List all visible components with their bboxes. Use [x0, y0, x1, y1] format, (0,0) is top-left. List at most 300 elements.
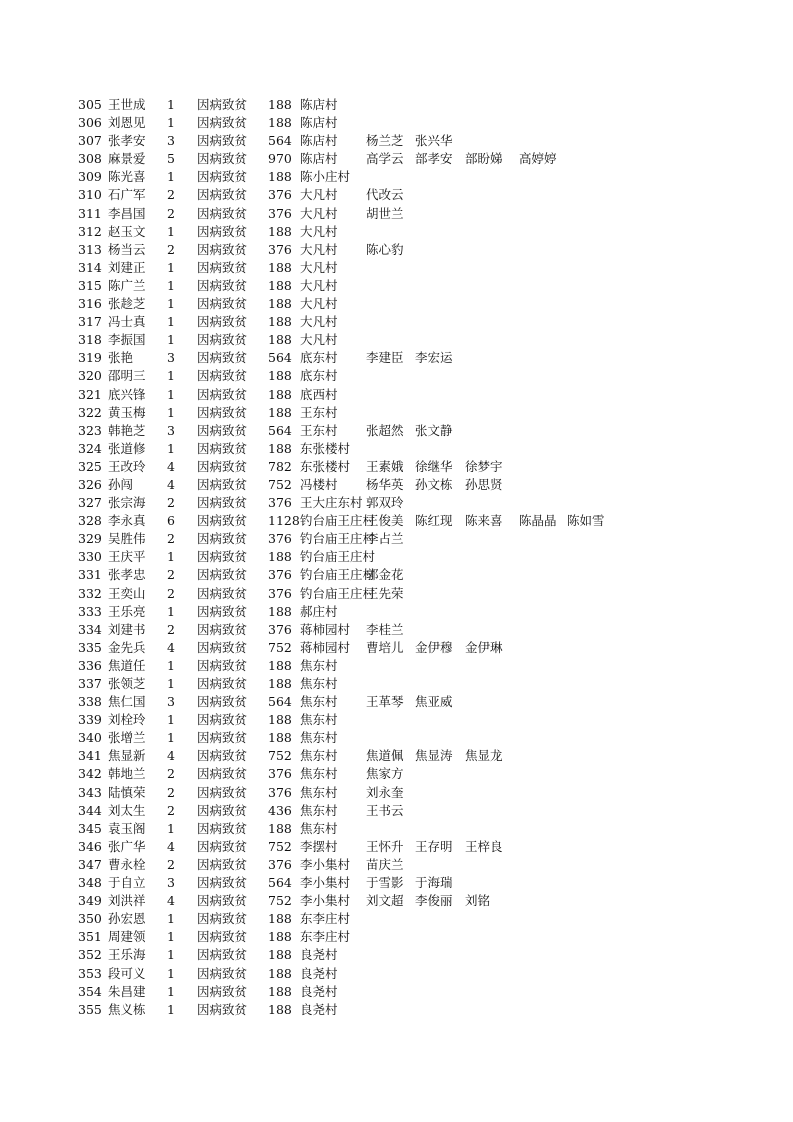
household-size: 1 — [167, 115, 175, 131]
head-of-household-name: 陆慎荣 — [108, 784, 146, 800]
poverty-cause: 因病致贫 — [197, 368, 248, 384]
household-member-name: 焦家方 — [366, 766, 404, 782]
household-member-name: 部盼娣 — [465, 151, 503, 167]
household-member-name: 高学云 — [366, 151, 404, 167]
household-size: 2 — [167, 187, 175, 203]
subsidy-amount: 376 — [268, 784, 292, 800]
village-name: 焦东村 — [300, 820, 338, 836]
subsidy-amount: 752 — [268, 639, 292, 655]
subsidy-amount: 188 — [268, 820, 292, 836]
household-size: 1 — [167, 296, 175, 312]
head-of-household-name: 李永真 — [108, 513, 146, 529]
household-member-name: 于雪影 — [366, 875, 404, 891]
table-row — [0, 349, 793, 367]
table-row — [0, 802, 793, 820]
table-row — [0, 548, 793, 566]
poverty-cause: 因病致贫 — [197, 332, 248, 348]
village-name: 钓台庙王庄村 — [300, 549, 376, 565]
table-row — [0, 874, 793, 892]
household-size: 4 — [167, 748, 175, 764]
household-member-name: 王书云 — [366, 802, 404, 818]
village-name: 东张楼村 — [300, 458, 351, 474]
subsidy-amount: 376 — [268, 187, 292, 203]
head-of-household-name: 张道修 — [108, 440, 146, 456]
village-name: 李摆村 — [300, 838, 338, 854]
head-of-household-name: 韩艳芝 — [108, 422, 146, 438]
subsidy-amount: 188 — [268, 603, 292, 619]
household-size: 1 — [167, 368, 175, 384]
poverty-cause: 因病致贫 — [197, 151, 248, 167]
household-size: 1 — [167, 983, 175, 999]
row-number: 311 — [78, 205, 102, 221]
head-of-household-name: 黄玉梅 — [108, 404, 146, 420]
row-number: 313 — [78, 241, 102, 257]
subsidy-amount: 188 — [268, 97, 292, 112]
household-member-name: 王梓良 — [465, 838, 503, 854]
poverty-cause: 因病致贫 — [197, 205, 248, 221]
household-size: 1 — [167, 911, 175, 927]
poverty-cause: 因病致贫 — [197, 115, 248, 131]
subsidy-amount: 188 — [268, 965, 292, 981]
household-member-name: 金伊穆 — [415, 639, 453, 655]
head-of-household-name: 赵玉文 — [108, 223, 146, 239]
household-member-name: 孙文栋 — [415, 476, 453, 492]
household-member-name: 焦亚威 — [415, 694, 453, 710]
row-number: 349 — [78, 893, 102, 909]
row-number: 341 — [78, 748, 102, 764]
head-of-household-name: 陈广兰 — [108, 277, 146, 293]
village-name: 李小集村 — [300, 893, 351, 909]
subsidy-amount: 188 — [268, 712, 292, 728]
household-member-name: 金伊琳 — [465, 639, 503, 655]
household-size: 1 — [167, 1001, 175, 1017]
household-member-name: 陈如雪 — [567, 513, 605, 529]
head-of-household-name: 张孝忠 — [108, 567, 146, 583]
table-row — [0, 331, 793, 349]
row-number: 326 — [78, 476, 102, 492]
table-row — [0, 965, 793, 983]
table-row — [0, 639, 793, 657]
household-member-name: 胡世兰 — [366, 205, 404, 221]
poverty-cause: 因病致贫 — [197, 730, 248, 746]
head-of-household-name: 刘洪祥 — [108, 893, 146, 909]
head-of-household-name: 于自立 — [108, 875, 146, 891]
row-number: 310 — [78, 187, 102, 203]
subsidy-amount: 564 — [268, 694, 292, 710]
poverty-cause: 因病致贫 — [197, 549, 248, 565]
household-member-name: 焦道佩 — [366, 748, 404, 764]
subsidy-amount: 376 — [268, 621, 292, 637]
household-member-name: 王革琴 — [366, 694, 404, 710]
poverty-cause: 因病致贫 — [197, 97, 248, 112]
head-of-household-name: 张宗海 — [108, 495, 146, 511]
household-size: 2 — [167, 567, 175, 583]
poverty-cause: 因病致贫 — [197, 911, 248, 927]
head-of-household-name: 冯士真 — [108, 314, 146, 330]
village-name: 大凡村 — [300, 332, 338, 348]
village-name: 底东村 — [300, 368, 338, 384]
poverty-cause: 因病致贫 — [197, 241, 248, 257]
household-member-name: 李建臣 — [366, 350, 404, 366]
row-number: 315 — [78, 277, 102, 293]
head-of-household-name: 刘建正 — [108, 259, 146, 275]
household-size: 2 — [167, 856, 175, 872]
village-name: 陈店村 — [300, 97, 338, 112]
row-number: 345 — [78, 820, 102, 836]
head-of-household-name: 孙宏恩 — [108, 911, 146, 927]
village-name: 东张楼村 — [300, 440, 351, 456]
subsidy-amount: 188 — [268, 223, 292, 239]
household-size: 1 — [167, 277, 175, 293]
poverty-cause: 因病致贫 — [197, 603, 248, 619]
table-row — [0, 530, 793, 548]
household-size: 3 — [167, 422, 175, 438]
table-row — [0, 476, 793, 494]
table-row — [0, 621, 793, 639]
village-name: 钓台庙王庄村 — [300, 513, 376, 529]
table-row — [0, 458, 793, 476]
household-member-name: 部孝安 — [415, 151, 453, 167]
head-of-household-name: 孙闯 — [108, 476, 134, 492]
table-row — [0, 205, 793, 223]
subsidy-amount: 188 — [268, 259, 292, 275]
poverty-cause: 因病致贫 — [197, 802, 248, 818]
table-row — [0, 892, 793, 910]
household-member-name: 焦显龙 — [465, 748, 503, 764]
poverty-cause: 因病致贫 — [197, 712, 248, 728]
household-size: 1 — [167, 169, 175, 185]
household-size: 1 — [167, 223, 175, 239]
subsidy-amount: 752 — [268, 838, 292, 854]
row-number: 346 — [78, 838, 102, 854]
subsidy-amount: 188 — [268, 115, 292, 131]
household-size: 1 — [167, 820, 175, 836]
head-of-household-name: 邵明三 — [108, 368, 146, 384]
row-number: 347 — [78, 856, 102, 872]
household-member-name: 王存明 — [415, 838, 453, 854]
table-row — [0, 295, 793, 313]
village-name: 大凡村 — [300, 277, 338, 293]
subsidy-amount: 752 — [268, 476, 292, 492]
village-name: 大凡村 — [300, 259, 338, 275]
household-member-name: 杨兰芝 — [366, 133, 404, 149]
subsidy-amount: 188 — [268, 386, 292, 402]
poverty-cause: 因病致贫 — [197, 694, 248, 710]
household-member-name: 孙思贤 — [465, 476, 503, 492]
poverty-cause: 因病致贫 — [197, 983, 248, 999]
row-number: 354 — [78, 983, 102, 999]
household-member-name: 王先荣 — [366, 585, 404, 601]
row-number: 353 — [78, 965, 102, 981]
household-member-name: 徐梦宇 — [465, 458, 503, 474]
head-of-household-name: 张趁芝 — [108, 296, 146, 312]
subsidy-amount: 188 — [268, 657, 292, 673]
head-of-household-name: 刘栓玲 — [108, 712, 146, 728]
household-member-name: 焦显涛 — [415, 748, 453, 764]
row-number: 309 — [78, 169, 102, 185]
row-number: 318 — [78, 332, 102, 348]
poverty-cause: 因病致贫 — [197, 513, 248, 529]
row-number: 321 — [78, 386, 102, 402]
head-of-household-name: 张领芝 — [108, 676, 146, 691]
poverty-cause: 因病致贫 — [197, 639, 248, 655]
village-name: 焦东村 — [300, 802, 338, 818]
village-name: 焦东村 — [300, 748, 338, 764]
village-name: 焦东村 — [300, 712, 338, 728]
row-number: 325 — [78, 458, 102, 474]
subsidy-amount: 188 — [268, 368, 292, 384]
head-of-household-name: 李昌国 — [108, 205, 146, 221]
subsidy-amount: 376 — [268, 766, 292, 782]
poverty-cause: 因病致贫 — [197, 929, 248, 945]
head-of-household-name: 石广军 — [108, 187, 146, 203]
household-member-name: 刘铭 — [465, 893, 491, 909]
village-name: 良尧村 — [300, 1001, 338, 1017]
household-member-name: 高婷婷 — [519, 151, 557, 167]
household-member-name: 陈晶晶 — [519, 513, 557, 529]
poverty-cause: 因病致贫 — [197, 476, 248, 492]
head-of-household-name: 袁玉阁 — [108, 820, 146, 836]
household-member-name: 代改云 — [366, 187, 404, 203]
subsidy-amount: 188 — [268, 314, 292, 330]
subsidy-amount: 376 — [268, 567, 292, 583]
table-row — [0, 114, 793, 132]
village-name: 底西村 — [300, 386, 338, 402]
table-row — [0, 711, 793, 729]
subsidy-amount: 188 — [268, 440, 292, 456]
village-name: 陈店村 — [300, 151, 338, 167]
subsidy-amount: 376 — [268, 495, 292, 511]
head-of-household-name: 王乐亮 — [108, 603, 146, 619]
village-name: 焦东村 — [300, 676, 338, 691]
household-member-name: 郭双玲 — [366, 495, 404, 511]
head-of-household-name: 焦显新 — [108, 748, 146, 764]
household-size: 1 — [167, 97, 175, 112]
household-size: 1 — [167, 947, 175, 963]
household-member-name: 曹培儿 — [366, 639, 404, 655]
poverty-cause: 因病致贫 — [197, 277, 248, 293]
poverty-cause: 因病致贫 — [197, 458, 248, 474]
subsidy-amount: 436 — [268, 802, 292, 818]
subsidy-amount: 188 — [268, 277, 292, 293]
table-row — [0, 132, 793, 150]
poverty-cause: 因病致贫 — [197, 621, 248, 637]
row-number: 328 — [78, 513, 102, 529]
poverty-cause: 因病致贫 — [197, 893, 248, 909]
village-name: 良尧村 — [300, 983, 338, 999]
household-member-name: 陈红现 — [415, 513, 453, 529]
subsidy-amount: 376 — [268, 241, 292, 257]
household-member-name: 李俊丽 — [415, 893, 453, 909]
household-member-name: 刘永奎 — [366, 784, 404, 800]
household-size: 1 — [167, 965, 175, 981]
household-size: 2 — [167, 784, 175, 800]
household-member-name: 王素娥 — [366, 458, 404, 474]
row-number: 317 — [78, 314, 102, 330]
row-number: 305 — [78, 97, 102, 112]
subsidy-amount: 188 — [268, 332, 292, 348]
table-row — [0, 313, 793, 331]
village-name: 陈小庄村 — [300, 169, 351, 185]
row-number: 333 — [78, 603, 102, 619]
household-size: 1 — [167, 657, 175, 673]
village-name: 钓台庙王庄村 — [300, 531, 376, 547]
subsidy-amount: 564 — [268, 422, 292, 438]
village-name: 李小集村 — [300, 875, 351, 891]
table-row — [0, 1001, 793, 1019]
table-row — [0, 910, 793, 928]
table-row — [0, 440, 793, 458]
village-name: 李小集村 — [300, 856, 351, 872]
poverty-cause: 因病致贫 — [197, 820, 248, 836]
subsidy-amount: 970 — [268, 151, 292, 167]
head-of-household-name: 杨当云 — [108, 241, 146, 257]
poverty-cause: 因病致贫 — [197, 947, 248, 963]
subsidy-amount: 376 — [268, 205, 292, 221]
head-of-household-name: 陈光喜 — [108, 169, 146, 185]
table-row — [0, 422, 793, 440]
household-size: 2 — [167, 766, 175, 782]
table-row — [0, 729, 793, 747]
table-row — [0, 946, 793, 964]
subsidy-amount: 752 — [268, 893, 292, 909]
head-of-household-name: 王奕山 — [108, 585, 146, 601]
row-number: 332 — [78, 585, 102, 601]
household-size: 4 — [167, 476, 175, 492]
subsidy-amount: 188 — [268, 911, 292, 927]
row-number: 324 — [78, 440, 102, 456]
subsidy-amount: 188 — [268, 676, 292, 691]
row-number: 307 — [78, 133, 102, 149]
subsidy-amount: 564 — [268, 133, 292, 149]
subsidy-amount: 376 — [268, 585, 292, 601]
row-number: 340 — [78, 730, 102, 746]
row-number: 316 — [78, 296, 102, 312]
village-name: 大凡村 — [300, 205, 338, 221]
row-number: 352 — [78, 947, 102, 963]
row-number: 336 — [78, 657, 102, 673]
poverty-cause: 因病致贫 — [197, 133, 248, 149]
row-number: 339 — [78, 712, 102, 728]
village-name: 郝庄村 — [300, 603, 338, 619]
row-number: 348 — [78, 875, 102, 891]
village-name: 焦东村 — [300, 657, 338, 673]
poverty-cause: 因病致贫 — [197, 567, 248, 583]
household-member-name: 王俊美 — [366, 513, 404, 529]
table-row — [0, 657, 793, 675]
row-number: 351 — [78, 929, 102, 945]
poverty-cause: 因病致贫 — [197, 748, 248, 764]
row-number: 342 — [78, 766, 102, 782]
household-size: 1 — [167, 440, 175, 456]
head-of-household-name: 李振国 — [108, 332, 146, 348]
household-size: 1 — [167, 386, 175, 402]
household-size: 2 — [167, 241, 175, 257]
village-name: 东李庄村 — [300, 911, 351, 927]
head-of-household-name: 麻景爱 — [108, 151, 146, 167]
poverty-cause: 因病致贫 — [197, 314, 248, 330]
table-row — [0, 585, 793, 603]
table-row — [0, 512, 793, 530]
household-size: 1 — [167, 404, 175, 420]
table-row — [0, 223, 793, 241]
subsidy-amount: 564 — [268, 350, 292, 366]
row-number: 350 — [78, 911, 102, 927]
head-of-household-name: 焦义栋 — [108, 1001, 146, 1017]
poverty-cause: 因病致贫 — [197, 965, 248, 981]
row-number: 335 — [78, 639, 102, 655]
subsidy-amount: 188 — [268, 929, 292, 945]
poverty-cause: 因病致贫 — [197, 838, 248, 854]
subsidy-amount: 376 — [268, 531, 292, 547]
subsidy-amount: 188 — [268, 549, 292, 565]
household-size: 3 — [167, 875, 175, 891]
subsidy-amount: 188 — [268, 947, 292, 963]
head-of-household-name: 王庆平 — [108, 549, 146, 565]
row-number: 334 — [78, 621, 102, 637]
poverty-cause: 因病致贫 — [197, 875, 248, 891]
household-size: 1 — [167, 332, 175, 348]
village-name: 大凡村 — [300, 187, 338, 203]
village-name: 焦东村 — [300, 766, 338, 782]
subsidy-amount: 188 — [268, 404, 292, 420]
row-number: 312 — [78, 223, 102, 239]
table-row — [0, 675, 793, 693]
village-name: 王大庄东村 — [300, 495, 363, 511]
poverty-cause: 因病致贫 — [197, 350, 248, 366]
head-of-household-name: 王乐海 — [108, 947, 146, 963]
household-size: 1 — [167, 314, 175, 330]
poverty-cause: 因病致贫 — [197, 676, 248, 691]
table-row — [0, 386, 793, 404]
household-size: 4 — [167, 893, 175, 909]
head-of-household-name: 底兴锋 — [108, 386, 146, 402]
table-row — [0, 928, 793, 946]
village-name: 焦东村 — [300, 694, 338, 710]
row-number: 322 — [78, 404, 102, 420]
village-name: 大凡村 — [300, 241, 338, 257]
table-row — [0, 747, 793, 765]
row-number: 327 — [78, 495, 102, 511]
row-number: 330 — [78, 549, 102, 565]
table-row — [0, 820, 793, 838]
subsidy-amount: 782 — [268, 458, 292, 474]
household-size: 1 — [167, 549, 175, 565]
household-size: 2 — [167, 495, 175, 511]
village-name: 陈店村 — [300, 133, 338, 149]
household-member-name: 李桂兰 — [366, 621, 404, 637]
head-of-household-name: 刘建书 — [108, 621, 146, 637]
head-of-household-name: 周建领 — [108, 929, 146, 945]
household-member-name: 郭金花 — [366, 567, 404, 583]
table-row — [0, 765, 793, 783]
subsidy-amount: 188 — [268, 1001, 292, 1017]
poverty-cause: 因病致贫 — [197, 386, 248, 402]
row-number: 314 — [78, 259, 102, 275]
head-of-household-name: 段可义 — [108, 965, 146, 981]
head-of-household-name: 焦仁国 — [108, 694, 146, 710]
row-number: 338 — [78, 694, 102, 710]
household-size: 6 — [167, 513, 175, 529]
row-number: 319 — [78, 350, 102, 366]
table-row — [0, 96, 793, 114]
head-of-household-name: 焦道任 — [108, 657, 146, 673]
poverty-cause: 因病致贫 — [197, 1001, 248, 1017]
row-number: 337 — [78, 676, 102, 691]
household-member-name: 杨华英 — [366, 476, 404, 492]
household-member-name: 陈心豹 — [366, 241, 404, 257]
village-name: 大凡村 — [300, 314, 338, 330]
